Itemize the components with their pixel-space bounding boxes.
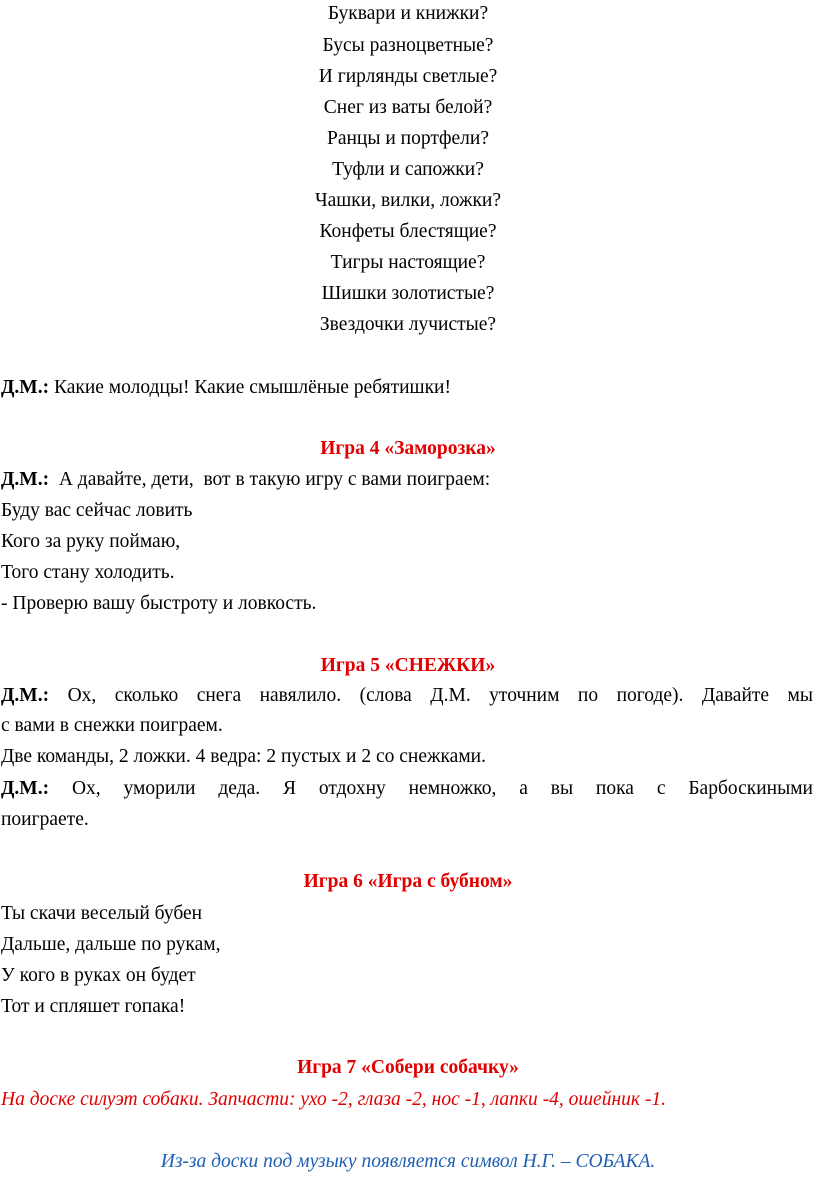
poem-line: Снег из ваты белой? [323,97,493,118]
game4-line: - Проверю вашу быстроту и ловкость. [1,593,317,614]
speaker-label: Д.М.: [1,377,50,398]
poem-line: Буквари и книжки? [327,3,489,24]
poem-line: И гирлянды светлые? [318,66,498,87]
game6-line: У кого в руках он будет [1,965,196,986]
game6-heading: Игра 6 «Игра с бубном» [303,871,513,892]
game4-line: Буду вас сейчас ловить [1,500,193,521]
dialogue-line [1,468,816,492]
speaker-label: Д.М.: [1,778,50,799]
speaker-label: Д.М.: [1,469,50,490]
dialogue-line [1,376,816,400]
dialogue-line [1,684,813,708]
game6-line: Дальше, дальше по рукам, [1,934,221,955]
dialogue-text: А давайте, дети, вот в такую игру с вами поиграем: [58,469,491,490]
dialogue-text: Ох, уморили деда. Я отдохну немножко, а вы пока с Барбоскиными [71,778,813,799]
poem-line: Бусы разноцветные? [322,35,494,56]
game6-line: Ты скачи веселый бубен [1,903,203,924]
poem-line: Конфеты блестящие? [319,221,497,242]
game4-heading: Игра 4 «Заморозка» [320,438,496,459]
game6-line: Тот и спляшет гопака! [1,996,186,1017]
poem-line: Звездочки лучистые? [319,314,497,335]
game7-heading: Игра 7 «Собери собачку» [297,1057,519,1078]
speaker-label: Д.М.: [1,685,50,706]
game7-note: Из-за доски под музыку появляется символ Н.Г. – СОБАКА. [160,1151,656,1172]
dialogue-text: Какие молодцы! Какие смышлёные ребятишки! [53,377,451,398]
game5-line: с вами в снежки поиграем. [1,715,223,736]
game4-line: Кого за руку поймаю, [1,531,181,552]
game5-line: поиграете. [1,809,89,830]
game4-line: Того стану холодить. [1,562,175,583]
poem-line: Шишки золотистые? [321,283,495,304]
game7-instruction: На доске силуэт собаки. Запчасти: ухо -2, глаза -2, нос -1, лапки -4, ошейник -1. [1,1089,666,1110]
dialogue-line [1,777,813,801]
dialogue-text: Ох, сколько снега навялило. (слова Д.М. уточним по погоде). Давайте мы [67,685,813,706]
poem-line: Ранцы и портфели? [327,128,489,149]
poem-line: Тигры настоящие? [330,252,486,273]
poem-line: Чашки, вилки, ложки? [314,190,502,211]
game5-line: Две команды, 2 ложки. 4 ведра: 2 пустых и 2 со снежками. [1,746,486,767]
game5-heading: Игра 5 «СНЕЖКИ» [320,655,496,676]
poem-line: Туфли и сапожки? [332,159,484,180]
